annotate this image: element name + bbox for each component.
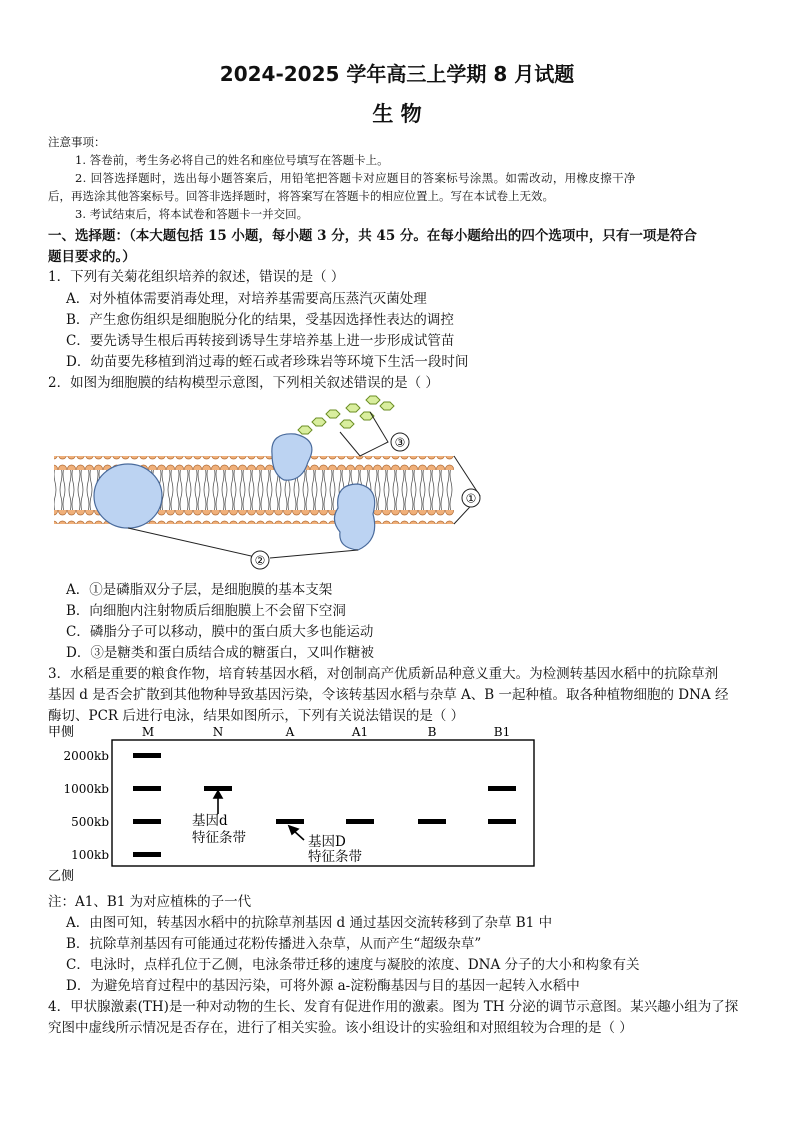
band-B1-500: [488, 819, 516, 824]
q1-option-b: B．产生愈伤组织是细胞脱分化的结果，受基因选择性表达的调控: [66, 312, 454, 328]
q3-option-d: D．为避免培育过程中的基因污染，可将外源 a-淀粉酶基因与目的基因一起转入水稻中: [66, 978, 580, 994]
gene-D-label-2: 特征条带: [308, 849, 362, 865]
band-M-1000: [133, 786, 161, 791]
band-M-2000: [133, 753, 161, 758]
lane-label: A1: [351, 725, 369, 739]
q3-option-b: B．抗除草剂基因有可能通过花粉传播进入杂草，从而产生“超级杂草”: [66, 936, 482, 952]
bottom-side-label: 乙侧: [48, 869, 75, 882]
notice-item: 3. 考试结束后，将本试卷和答题卡一并交回。: [75, 207, 309, 221]
marker-label: 100kb: [71, 848, 109, 862]
marker-label: 500kb: [71, 815, 109, 829]
q2-option-b: B．向细胞内注射物质后细胞膜上不会留下空洞: [66, 603, 346, 619]
band-M-100: [133, 852, 161, 857]
q3-note: 注：A1、B1 为对应植株的子一代: [48, 894, 252, 910]
q2-option-c: C．磷脂分子可以移动，膜中的蛋白质大多也能运动: [66, 624, 374, 640]
top-side-label: 甲侧: [48, 725, 75, 740]
band-A1-500: [346, 819, 374, 824]
q3-option-c: C．电泳时，点样孔位于乙侧，电泳条带迁移的速度与凝胶的浓度、DNA 分子的大小和构象有关: [66, 957, 640, 973]
section-heading-cont: 题目要求的。）: [48, 249, 136, 265]
lane-label: B: [427, 725, 437, 739]
notice-item: 1. 答卷前，考生务必将自己的姓名和座位号填写在答题卡上。: [75, 153, 389, 167]
q2-option-d: D．③是糖类和蛋白质结合成的糖蛋白，又叫作糖被: [66, 645, 374, 661]
q4-stem-2: 究图中虚线所示情况是否存在，进行了相关实验。该小组设计的实验组和对照组较为合理的是（ ）: [48, 1020, 633, 1036]
exam-title: 2024-2025 学年高三上学期 8 月试题: [219, 62, 575, 86]
gene-D-label: 基因D: [308, 834, 346, 850]
notice-item: 后，再选涂其他答案标号。回答非选择题时，将答案写在答题卡的相应位置上。写在本试卷上无效。: [48, 189, 554, 203]
transmembrane-protein: [334, 484, 374, 550]
q3-stem-2: 基因 d 是否会扩散到其他物种导致基因污染，令该转基因水稻与杂草 A、B 一起种植。取各种植物细胞的 DNA 经: [48, 687, 729, 703]
band-B-500: [418, 819, 446, 824]
label-three: ③: [394, 435, 406, 450]
lane-label: M: [141, 725, 155, 739]
section-heading: 一、选择题：（本大题包括 15 小题，每小题 3 分，共 45 分。在每小题给出的四个选项中，只有一项是符合: [48, 228, 697, 244]
label-two: ②: [254, 553, 266, 568]
membrane-figure: [40, 392, 500, 572]
q1-option-d: D．幼苗要先移植到消过毒的蛭石或者珍珠岩等环境下生活一段时间: [66, 354, 469, 370]
band-B1-1000: [488, 786, 516, 791]
q3-stem-1: 3．水稻是重要的粮食作物，培育转基因水稻，对创制高产优质新品种意义重大。为检测转基因水稻中的抗除草剂: [48, 666, 719, 682]
q4-stem-1: 4．甲状腺激素(TH)是一种对动物的生长、发育有促进作用的激素。图为 TH 分泌的调节示意图。某兴趣小组为了探: [48, 999, 739, 1015]
notice-item: 2. 回答选择题时，选出每小题答案后，用铅笔把答题卡对应题目的答案标号涂黑。如需改动，用橡皮擦干净: [75, 171, 636, 185]
q3-option-a: A．由图可知，转基因水稻中的抗除草剂基因 d 通过基因交流转移到了杂草 B1 中: [66, 915, 553, 931]
integral-protein-left: [94, 464, 162, 528]
gel-figure: [46, 722, 546, 882]
q1-option-c: C．要先诱导生根后再转接到诱导生芽培养基上进一步形成试管苗: [66, 333, 455, 349]
subject-title: 生 物: [372, 102, 422, 126]
marker-label: 1000kb: [63, 782, 109, 796]
lane-label: N: [212, 725, 224, 739]
q1-stem: 1．下列有关菊花组织培养的叙述，错误的是（ ）: [48, 269, 345, 285]
label-one: ①: [465, 491, 477, 506]
lane-label: B1: [493, 725, 511, 739]
notice-heading: 注意事项：: [48, 135, 106, 149]
q1-option-a: A．对外植体需要消毒处理，对培养基需要高压蒸汽灭菌处理: [66, 291, 427, 307]
lane-label: A: [285, 725, 295, 739]
q2-option-a: A．①是磷脂双分子层，是细胞膜的基本支架: [66, 582, 333, 598]
gene-d-label: 基因d: [192, 813, 228, 829]
band-A-500: [276, 819, 304, 824]
q3-stem-3: 酶切、PCR 后进行电泳，结果如图所示，下列有关说法错误的是（ ）: [48, 708, 465, 724]
marker-label: 2000kb: [63, 749, 109, 763]
gene-d-label-2: 特征条带: [192, 830, 246, 846]
q2-stem: 2．如图为细胞膜的结构模型示意图，下列相关叙述错误的是（ ）: [48, 375, 439, 391]
band-M-500: [133, 819, 161, 824]
